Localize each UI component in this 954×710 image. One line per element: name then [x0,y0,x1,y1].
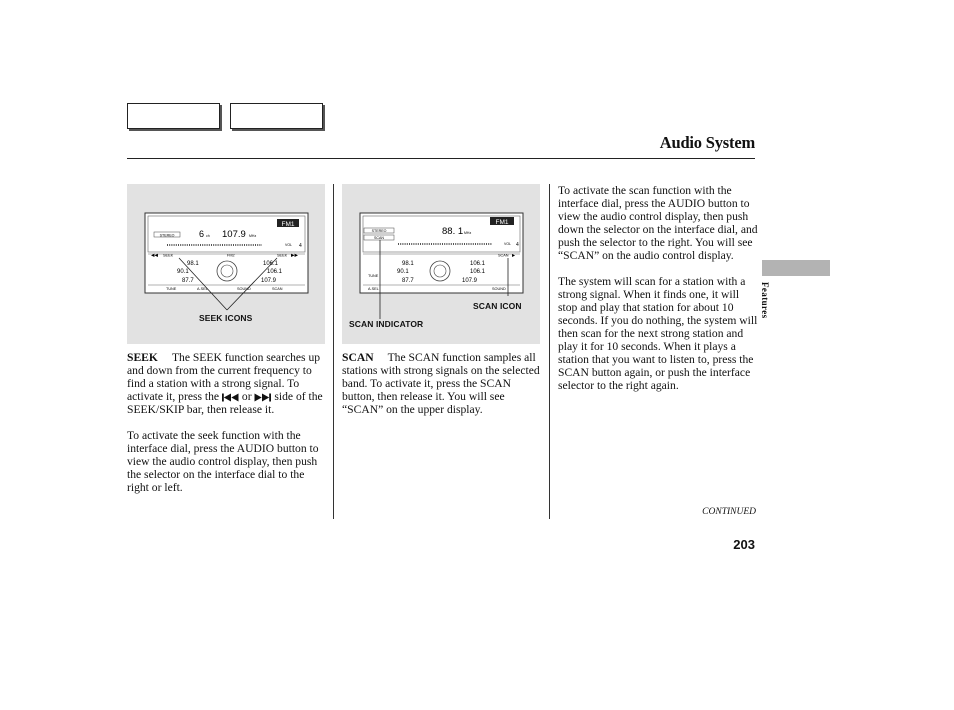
scan-icon-caption: SCAN ICON [473,301,522,311]
vol-level: 4 [516,242,519,248]
preset-freq: 90.1 [397,269,409,275]
nav-box-left[interactable] [127,103,220,129]
section-tab [762,260,830,276]
preset-freq: 87.7 [182,278,194,284]
seek-figure [127,184,325,344]
ch-label: ch [206,234,210,238]
seek-left-arrows: ◀◀ [151,252,158,258]
continued-label: CONTINUED [702,507,756,517]
preset-number: 6 [199,229,205,239]
scan-icon-label: SCAN [498,253,509,258]
preset-freq: 106.1 [267,269,283,275]
scan-figure [342,184,540,344]
scan-dial-paragraph-2: The system will scan for a station with a strong signal. When it finds one, it will stop and play that station for about 10 seconds. If you do nothing, the system will then scan for the next strong station and play it for 10 seconds. When it plays a station that you want to listen to, press the SCAN button again, or push the interface selector to the right again. [558,275,758,392]
page-number: 203 [733,537,755,552]
scan-indicator-label: SCAN [374,236,384,241]
seek-right-arrows: ▶▶ [291,252,298,258]
bottom-label: TUNE [166,287,177,291]
bottom-label: SOUND [237,287,251,291]
bottom-label: SCAN [272,287,283,291]
preset-freq: 98.1 [402,261,414,267]
preset-freq: 106.1 [470,261,486,267]
column-divider-2 [549,184,550,519]
unit-label: MHz [464,231,472,235]
preset-freq: 98.1 [187,261,199,267]
preset-freq: 87.7 [402,278,414,284]
seek-heading: SEEK [127,351,158,364]
seek-left-label: SEEK [163,253,174,258]
scan-dial-section [558,184,758,405]
frequency-readout: 88. 1 [442,226,464,237]
band-label: FM1 [495,219,509,226]
scan-icon-arrow: ▶ [512,252,516,258]
scan-paragraph-1: SCAN The SCAN function samples all stations with strong signals on the selected band. To activate it, press the SCAN button, then release it. You will see “SCAN” on the upper display. [342,351,540,416]
section-tab-label: Features [760,282,770,319]
preset-freq: 90.1 [177,269,189,275]
seek-paragraph-1: SEEK The SEEK function searches up and down from the current frequency to find a station with a strong signal. To activate it, press the or side of the SEEK/SKIP bar, then release it. [127,351,323,416]
frequency-readout: 107.9 [222,229,246,240]
stereo-label: STEREO [371,229,387,234]
page-title: Audio System [659,133,755,152]
bottom-label: SOUND [492,287,506,291]
preset-freq: 106.1 [263,261,279,267]
scan-heading: SCAN [342,351,374,364]
header-rule [127,158,755,159]
vol-level: 4 [299,243,302,249]
scan-dial-paragraph-1: To activate the scan function with the interface dial, press the AUDIO button to view the audio control display, then push down the selector on the interface dial, and push the selector to the right. You will see “SCAN” on the audio control display. [558,184,758,262]
seek-forward-icon [254,393,271,402]
seek-right-label: SEEK [277,253,288,258]
column-divider-1 [333,184,334,519]
scan-section [342,351,540,429]
stereo-label: STEREO [159,233,175,238]
seek-paragraph-2: To activate the seek function with the interface dial, press the AUDIO button to view the audio control display, then push the selector on the interface dial to the right or left. [127,429,319,494]
nav-box-right[interactable] [230,103,323,129]
seek-back-icon [222,393,239,402]
preset-freq: 107.9 [261,278,277,284]
unit-label: MHz [249,234,257,238]
scan-indicator-caption: SCAN INDICATOR [349,319,424,329]
vol-label: VOL [504,242,512,246]
preset-freq: 106.1 [470,269,486,275]
band-label: FM1 [281,221,295,228]
bottom-label: TUNE [368,274,379,278]
bottom-label: A.SEL [368,287,379,291]
preset-freq: 107.9 [462,278,478,284]
seek-section [127,351,325,507]
bottom-label: A.SEL [197,287,208,291]
fm2-label: FM2 [227,253,235,258]
seek-icons-caption: SEEK ICONS [199,313,253,323]
vol-label: VOL [285,243,293,247]
